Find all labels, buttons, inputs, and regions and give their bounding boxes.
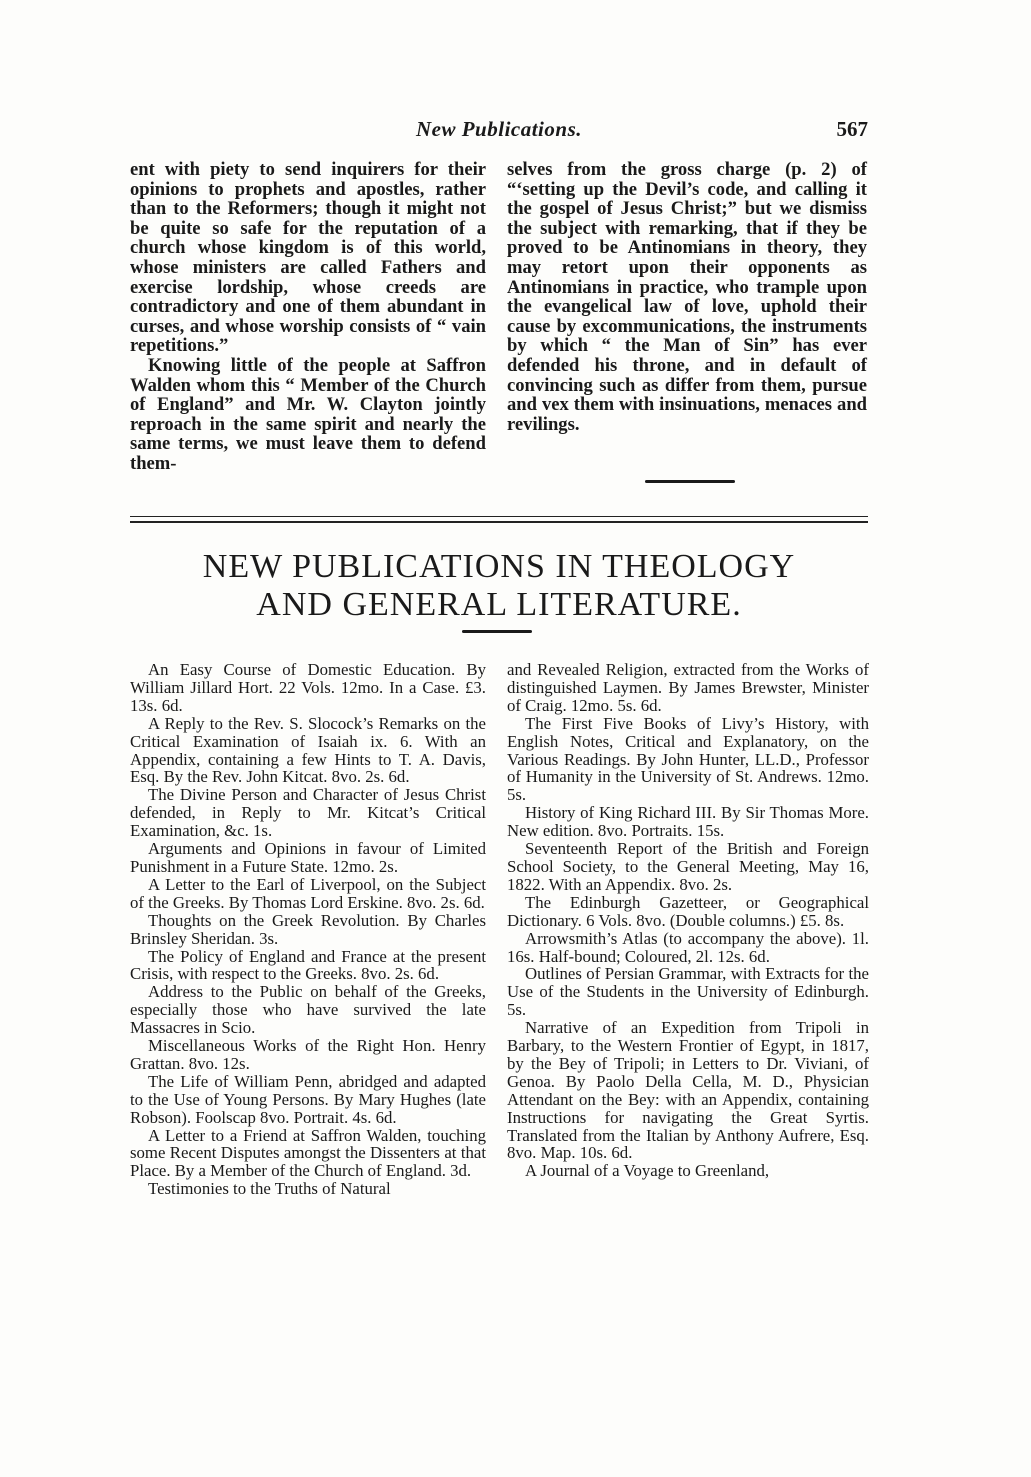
section-divider-thin: [130, 516, 868, 517]
publication-entry: The Policy of England and France at the present Crisis, with respect to the Greeks. 8vo. 2s. 6d.: [130, 946, 486, 984]
publication-entry: Address to the Public on behalf of the Greeks, especially those who have survived the late Massacres in Scio.: [130, 982, 486, 1038]
publication-entry: Arrowsmith’s Atlas (to accompany the above). 1l. 16s. Half-bound; Coloured, 2l. 12s. 6d.: [507, 928, 869, 966]
section-heading-line: NEW PUBLICATIONS IN THEOLOGY: [202, 548, 796, 585]
top-right-column: [507, 160, 867, 434]
top-left-paragraph: ent with piety to send inquirers for their opinions to prophets and apostles, rather than to the Reformers; though it might not be quite so safe for the reputation of a church whose kingdom is of this world, whose ministers are called Fathers and exercise lordship, whose creeds are contradictory and one of them abundant in curses, and whose worship consists of “ vain repetitions.”: [130, 159, 486, 357]
publication-entry: Narrative of an Expedition from Tripoli in Barbary, to the Western Frontier of Egypt, in 1817, by the Bey of Tripoli; in Letters to Dr. Viviani, of Genoa. By Paolo Della Cella, M. D., Physician Attendant on the Bey: with an Appendix, containing Instructions for navigating the Great Syrtis. Translated from the Italian by Anthony Aufrere, Esq. 8vo. Map. 10s. 6d.: [507, 1018, 869, 1163]
publication-entry: The First Five Books of Livy’s History, with English Notes, Critical and Explanatory, on the Various Readings. By John Hunter, LL.D., Professor of Humanity in the University of St. Andrews. 12mo. 5s.: [507, 713, 869, 805]
running-head: [130, 117, 868, 147]
end-of-article-rule: [645, 480, 735, 483]
top-left-column: [130, 160, 486, 474]
publication-entry: A Reply to the Rev. S. Slocock’s Remarks on the Critical Examination of Isaiah ix. 6. With an Appendix, containing a few Hints to T. A. Davis, Esq. By the Rev. John Kitcat. 8vo. 2s. 6d.: [130, 713, 486, 787]
page-number: 567: [836, 117, 868, 141]
top-left-paragraph: Knowing little of the people at Saffron Walden whom this “ Member of the Church of England” and Mr. W. Clayton jointly reproach in the same spirit and nearly the same terms, we must leave them to defend them-: [130, 354, 486, 474]
publications-right-column: [507, 661, 869, 1180]
section-heading-line: AND GENERAL LITERATURE.: [256, 586, 742, 623]
publication-entry: Thoughts on the Greek Revolution. By Charles Brinsley Sheridan. 3s.: [130, 910, 486, 948]
publication-entry: A Letter to a Friend at Saffron Walden, touching some Recent Disputes amongst the Dissenters at that Place. By a Member of the Church of England. 3d.: [130, 1125, 486, 1181]
publication-entry-continued: and Revealed Religion, extracted from the Works of distinguished Laymen. By James Brewster, Minister of Craig. 12mo. 5s. 6d.: [507, 660, 869, 715]
publication-entry: An Easy Course of Domestic Education. By William Jillard Hort. 22 Vols. 12mo. In a Case. £3. 13s. 6d.: [130, 660, 486, 715]
publication-entry: Miscellaneous Works of the Right Hon. Henry Grattan. 8vo. 12s.: [130, 1036, 486, 1073]
publication-entry: Outlines of Persian Grammar, with Extracts for the Use of the Students in the University of Edinburgh. 5s.: [507, 964, 869, 1020]
publication-entry: The Divine Person and Character of Jesus Christ defended, in Reply to Mr. Kitcat’s Critical Examination, &c. 1s.: [130, 785, 486, 841]
publication-entry: History of King Richard III. By Sir Thomas More. New edition. 8vo. Portraits. 15s.: [507, 803, 869, 841]
publication-entry: The Edinburgh Gazetteer, or Geographical Dictionary. 6 Vols. 8vo. (Double columns.) £5. 8s.: [507, 892, 869, 930]
section-divider-thick: [130, 521, 868, 523]
heading-ornament-rule: [462, 630, 532, 633]
publication-entry: A Journal of a Voyage to Greenland,: [525, 1161, 770, 1181]
publication-entry: Seventeenth Report of the British and Foreign School Society, to the General Meeting, May 16, 1822. With an Appendix. 8vo. 2s.: [507, 839, 869, 894]
top-right-paragraph: selves from the gross charge (p. 2) of “‘setting up the Devil’s code, and calling it the gospel of Jesus Christ;” but we dismiss the subject with remarking, that if they be proved to be Antinomians in theory, they may retort upon their opponents as Antinomians in practice, who trample upon the evangelical law of love, uphold their cause by excommunications, the instruments by which “ the Man of Sin” has ever defended his throne, and in default of convincing such as differ from them, pursue and vex them with insinuations, menaces and revilings.: [507, 159, 867, 435]
section-heading: [130, 548, 868, 624]
publications-left-column: [130, 661, 486, 1198]
publication-entry: Arguments and Opinions in favour of Limited Punishment in a Future State. 12mo. 2s.: [130, 839, 486, 876]
publication-entry: Testimonies to the Truths of Natural: [148, 1179, 391, 1199]
running-title: New Publications.: [415, 117, 582, 141]
publication-entry: The Life of William Penn, abridged and adapted to the Use of Young Persons. By Mary Hughes (late Robson). Foolscap 8vo. Portrait. 4s. 6d.: [130, 1071, 486, 1127]
publication-entry: A Letter to the Earl of Liverpool, on the Subject of the Greeks. By Thomas Lord Erskine. 8vo. 2s. 6d.: [130, 874, 486, 912]
